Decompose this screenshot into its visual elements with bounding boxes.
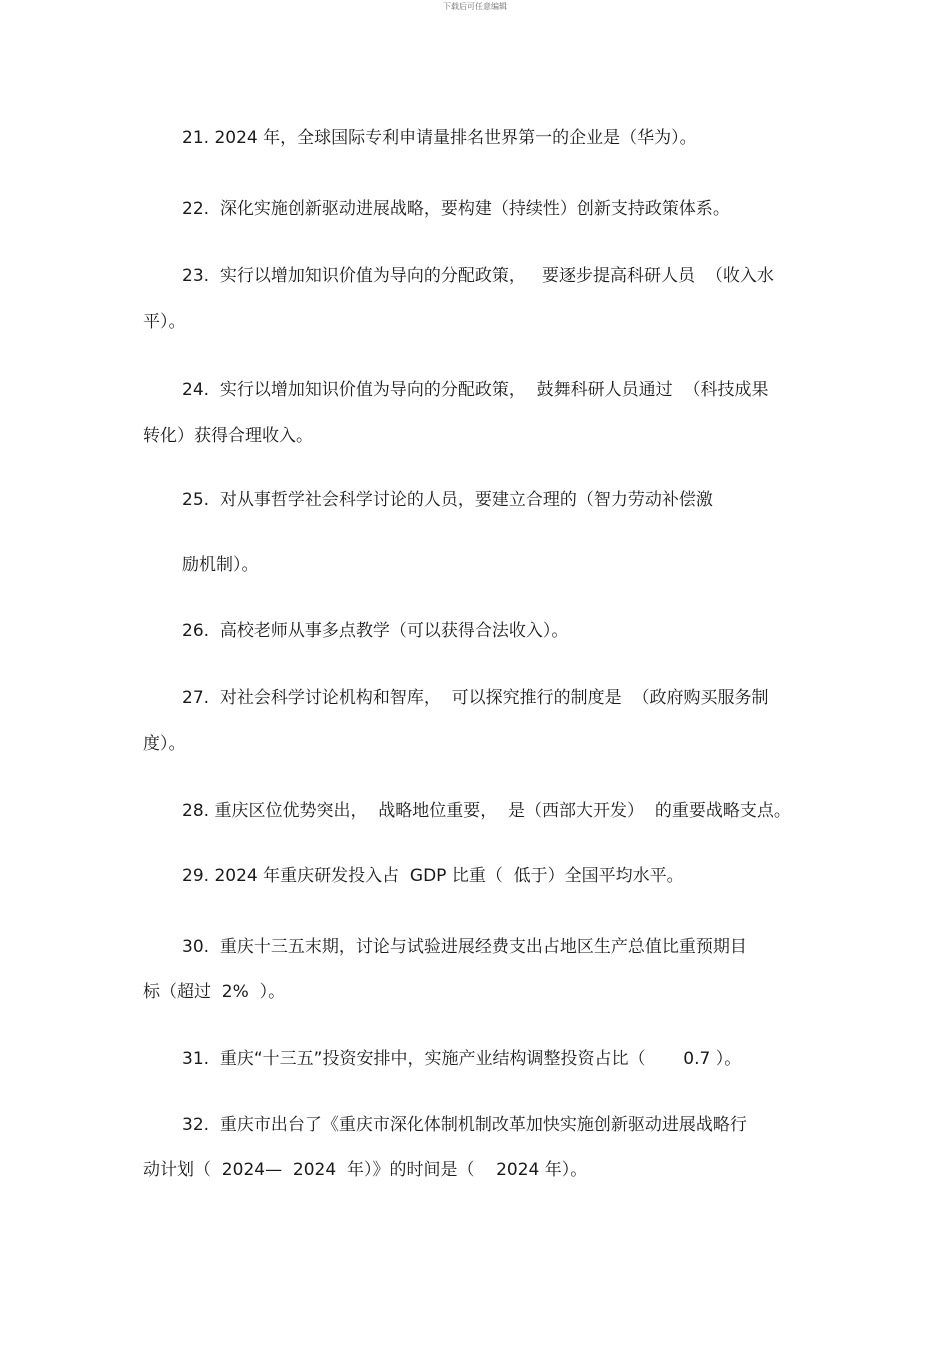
item-32-continuation: 动计划（ 2024— 2024 年）》的时间是（ 2024 年）。: [143, 1160, 588, 1180]
page-header: 下载后可任意编辑: [443, 2, 507, 11]
item-27-continuation: 度）。: [143, 734, 186, 754]
item-27: 27. 对社会科学讨论机构和智库， 可以探究推行的制度是 （政府购买服务制: [182, 688, 769, 708]
item-23: 23. 实行以增加知识价值为导向的分配政策， 要逐步提高科研人员 （收入水: [182, 266, 774, 286]
item-25: 25. 对从事哲学社会科学讨论的人员，要建立合理的（智力劳动补偿激: [182, 490, 713, 510]
item-30-continuation: 标（超过 2% ）。: [143, 982, 286, 1002]
item-30: 30. 重庆十三五末期，讨论与试验进展经费支出占地区生产总值比重预期目: [182, 937, 747, 957]
item-31: 31. 重庆“十三五”投资安排中，实施产业结构调整投资占比（ 0.7 ）。: [182, 1049, 742, 1069]
item-32: 32. 重庆市出台了《重庆市深化体制机制改革加快实施创新驱动进展战略行: [182, 1115, 747, 1135]
item-24-continuation: 转化）获得合理收入。: [143, 426, 313, 446]
item-22: 22. 深化实施创新驱动进展战略，要构建（持续性）创新支持政策体系。: [182, 199, 730, 219]
item-26: 26. 高校老师从事多点教学（可以获得合法收入）。: [182, 621, 569, 641]
item-21: 21. 2024 年，全球国际专利申请量排名世界第一的企业是（华为）。: [182, 128, 697, 148]
item-25-continuation: 励机制）。: [182, 555, 259, 575]
item-23-continuation: 平）。: [143, 312, 186, 332]
item-29: 29. 2024 年重庆研发投入占 GDP 比重（ 低于）全国平均水平。: [182, 866, 684, 886]
item-28: 28. 重庆区位优势突出， 战略地位重要， 是（西部大开发） 的重要战略支点。: [182, 801, 791, 821]
item-24: 24. 实行以增加知识价值为导向的分配政策， 鼓舞科研人员通过 （科技成果: [182, 380, 769, 400]
